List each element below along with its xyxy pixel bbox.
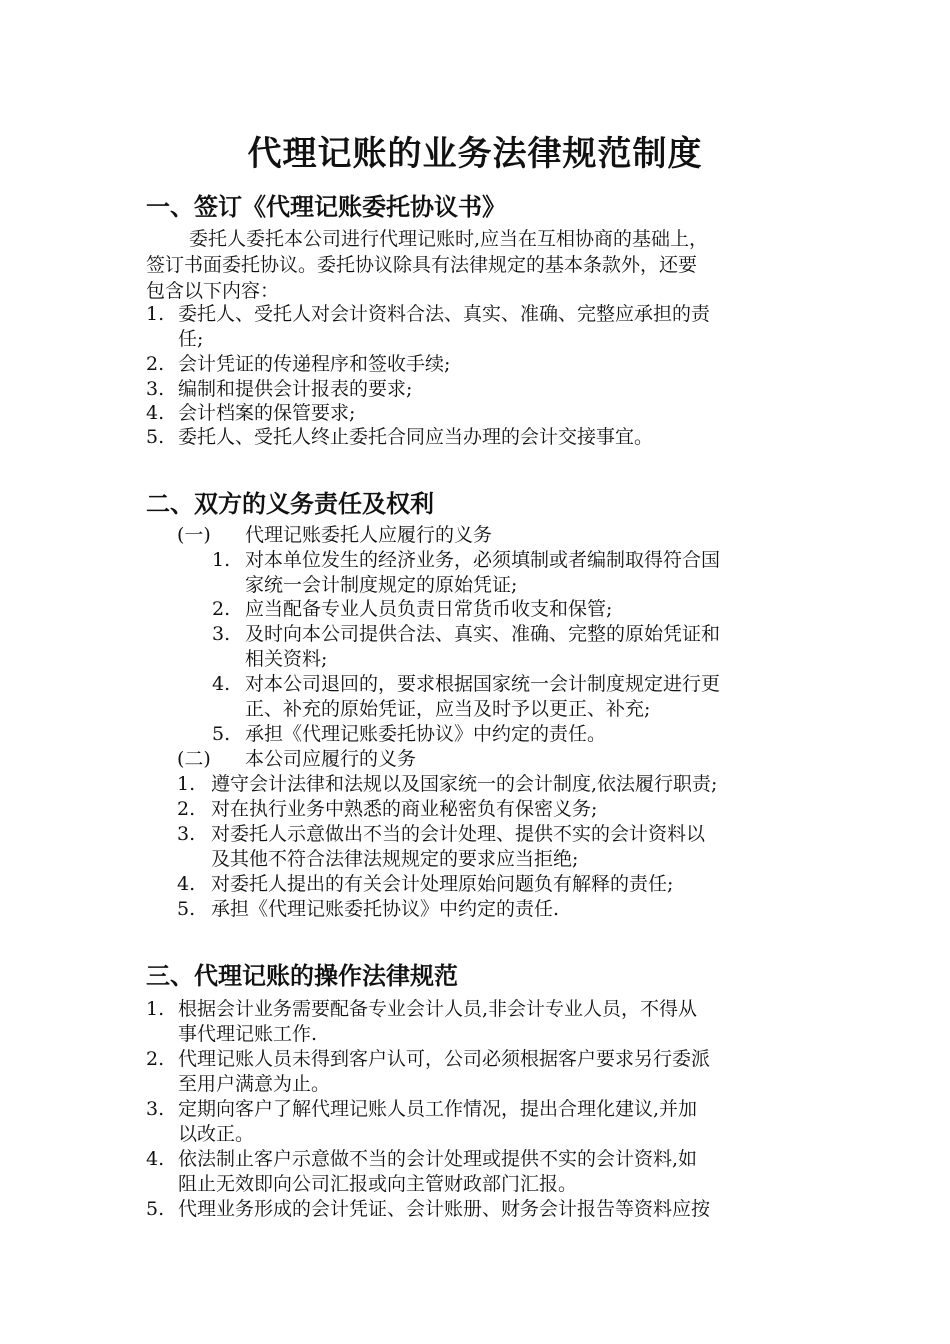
list-item-text: 定期向客户了解代理记账人员工作情况，提出合理化建议,并加	[178, 1098, 698, 1120]
list-item-number: 5.	[177, 898, 196, 920]
subsection-title: 代理记账委托人应履行的义务	[245, 524, 493, 546]
list-item-number: 2.	[146, 353, 165, 375]
subsection-number: (一)	[177, 524, 211, 546]
list-item-number: 2.	[146, 1048, 165, 1070]
list-item-number: 1.	[177, 773, 196, 795]
list-item-text: 会计凭证的传递程序和签收手续;	[178, 353, 451, 375]
list-item-text: 以改正。	[178, 1123, 255, 1145]
list-item-number: 5.	[212, 723, 231, 745]
list-item-text: 阻止无效即向公司汇报或向主管财政部门汇报。	[178, 1173, 578, 1195]
list-item-text: 对在执行业务中熟悉的商业秘密负有保密义务;	[211, 798, 598, 820]
section-1-intro-line: 包含以下内容：	[146, 280, 280, 302]
list-item-number: 3.	[212, 623, 231, 645]
section-1-heading: 一、签订《代理记账委托协议书》	[146, 193, 506, 221]
list-item-text: 代理业务形成的会计凭证、会计账册、财务会计报告等资料应按	[178, 1198, 711, 1220]
list-item-number: 2.	[212, 598, 231, 620]
list-item-number: 4.	[146, 1148, 165, 1170]
list-item-text: 对本单位发生的经济业务，必须填制或者编制取得符合国	[245, 549, 721, 571]
section-1-intro-line: 委托人委托本公司进行代理记账时,应当在互相协商的基础上，	[189, 228, 709, 250]
list-item-text: 任;	[178, 328, 204, 350]
section-1-intro-line: 签订书面委托协议。委托协议除具有法律规定的基本条款外，还要	[146, 254, 698, 276]
list-item-text: 及其他不符合法律法规规定的要求应当拒绝;	[211, 848, 579, 870]
document-title: 代理记账的业务法律规范制度	[247, 134, 703, 174]
list-item-text: 代理记账人员未得到客户认可，公司必须根据客户要求另行委派	[178, 1048, 711, 1070]
list-item-text: 应当配备专业人员负责日常货币收支和保管;	[245, 598, 613, 620]
list-item-text: 对委托人提出的有关会计处理原始问题负有解释的责任;	[211, 873, 674, 895]
list-item-text: 会计档案的保管要求;	[178, 402, 356, 424]
list-item-text: 对本公司退回的，要求根据国家统一会计制度规定进行更	[245, 673, 721, 695]
list-item-number: 5.	[146, 426, 165, 448]
section-3-heading: 三、代理记账的操作法律规范	[146, 962, 458, 990]
list-item-number: 3.	[146, 1098, 165, 1120]
list-item-number: 1.	[146, 998, 165, 1020]
list-item-text: 依法制止客户示意做不当的会计处理或提供不实的会计资料,如	[178, 1148, 698, 1170]
list-item-text: 委托人、受托人终止委托合同应当办理的会计交接事宜。	[178, 426, 654, 448]
list-item-text: 至用户满意为止。	[178, 1073, 331, 1095]
list-item-number: 3.	[177, 823, 196, 845]
list-item-number: 1.	[146, 303, 165, 325]
list-item-number: 1.	[212, 549, 231, 571]
list-item-number: 4.	[146, 402, 165, 424]
list-item-text: 及时向本公司提供合法、真实、准确、完整的原始凭证和	[245, 623, 721, 645]
list-item-number: 5.	[146, 1198, 165, 1220]
list-item-number: 4.	[177, 873, 196, 895]
list-item-text: 对委托人示意做出不当的会计处理、提供不实的会计资料以	[211, 823, 706, 845]
list-item-text: 委托人、受托人对会计资料合法、真实、准确、完整应承担的责	[178, 303, 711, 325]
list-item-text: 承担《代理记账委托协议》中约定的责任.	[211, 898, 560, 920]
list-item-text: 根据会计业务需要配备专业会计人员,非会计专业人员，不得从	[178, 998, 698, 1020]
list-item-text: 遵守会计法律和法规以及国家统一的会计制度,依法履行职责;	[211, 773, 718, 795]
list-item-text: 事代理记账工作.	[178, 1023, 318, 1045]
list-item-text: 相关资料;	[245, 648, 328, 670]
list-item-text: 家统一会计制度规定的原始凭证;	[245, 574, 518, 596]
subsection-title: 本公司应履行的义务	[245, 748, 417, 770]
list-item-text: 编制和提供会计报表的要求;	[178, 378, 413, 400]
subsection-number: (二)	[177, 748, 211, 770]
list-item-text: 正、补充的原始凭证，应当及时予以更正、补充;	[245, 698, 651, 720]
list-item-number: 2.	[177, 798, 196, 820]
list-item-number: 3.	[146, 378, 165, 400]
list-item-text: 承担《代理记账委托协议》中约定的责任。	[245, 723, 607, 745]
list-item-number: 4.	[212, 673, 231, 695]
section-2-heading: 二、双方的义务责任及权利	[146, 490, 434, 518]
